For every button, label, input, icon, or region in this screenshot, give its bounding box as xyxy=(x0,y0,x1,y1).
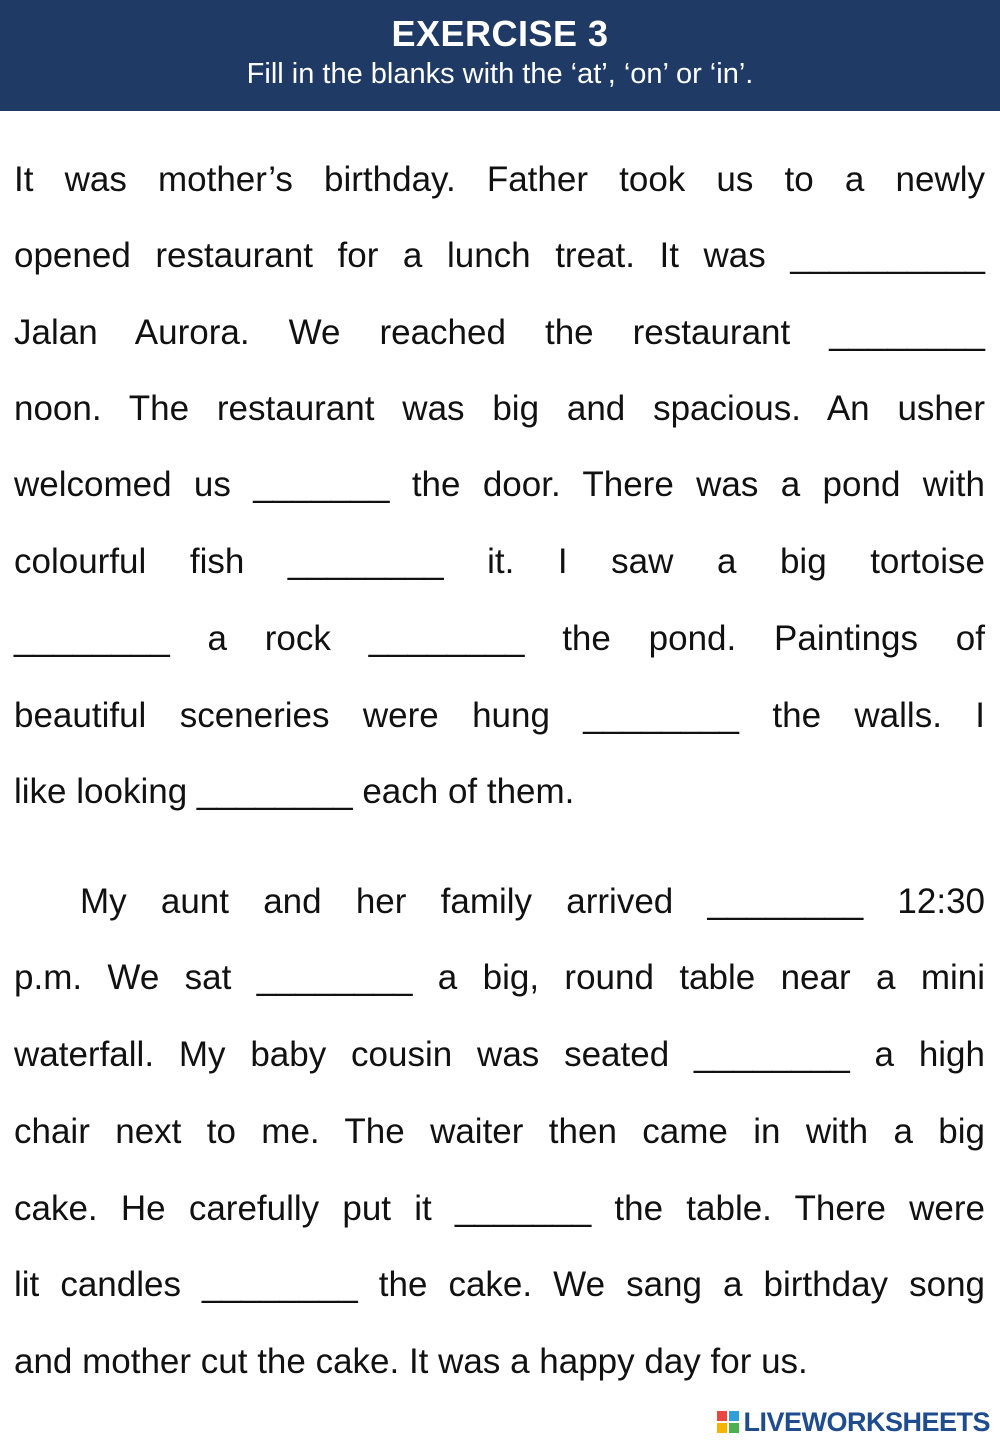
paragraph2-line-5: cake. He carefully put it _______ the table. There were xyxy=(14,1189,985,1228)
paragraph2-line-3: waterfall. My baby cousin was seated ________ a high xyxy=(14,1035,985,1074)
liveworksheets-logo-icon xyxy=(717,1411,739,1433)
paragraph1-line-9: like looking ________ each of them. xyxy=(14,772,575,811)
paragraph1-line-7: ________ a rock ________ the pond. Paintings of xyxy=(14,619,985,658)
paragraph1-line-8: beautiful sceneries were hung ________ the walls. I xyxy=(14,696,985,735)
paragraph2-line-6: lit candles ________ the cake. We sang a birthday song xyxy=(14,1265,985,1304)
paragraph1-line-6: colourful fish ________ it. I saw a big tortoise xyxy=(14,542,985,581)
paragraph1-line-2: opened restaurant for a lunch treat. It was __________ xyxy=(14,236,985,275)
exercise-instructions: Fill in the blanks with the ‘at’, ‘on’ or ‘in’. xyxy=(246,58,754,90)
liveworksheets-brand xyxy=(717,1407,990,1437)
liveworksheets-wordmark: LIVEWORKSHEETS xyxy=(743,1406,990,1437)
paragraph1-line-3: Jalan Aurora. We reached the restaurant ________ xyxy=(14,313,985,352)
exercise-header xyxy=(0,0,1000,111)
paragraph2-line-4: chair next to me. The waiter then came in with a big xyxy=(14,1112,985,1151)
logo-cell xyxy=(717,1411,727,1421)
paragraph1-line-4: noon. The restaurant was big and spacious. An usher xyxy=(14,389,985,428)
exercise-title: EXERCISE 3 xyxy=(391,13,609,54)
paragraph1-line-5: welcomed us _______ the door. There was a pond with xyxy=(14,465,985,504)
paragraph2-line-1: My aunt and her family arrived ________ 12:30 xyxy=(80,882,985,921)
logo-cell xyxy=(729,1411,739,1421)
paragraph2-line-2: p.m. We sat ________ a big, round table near a mini xyxy=(14,958,985,997)
logo-cell xyxy=(717,1423,727,1433)
paragraph1-line-1: It was mother’s birthday. Father took us to a newly xyxy=(14,160,985,199)
logo-cell xyxy=(729,1423,739,1433)
paragraph2-line-7: and mother cut the cake. It was a happy day for us. xyxy=(14,1342,808,1381)
